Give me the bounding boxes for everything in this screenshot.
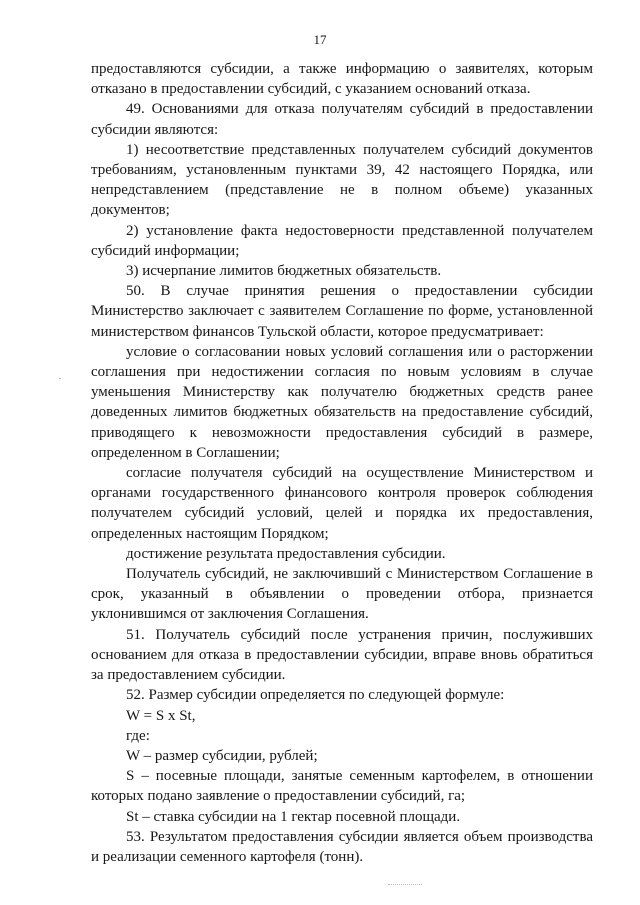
clause-50-condition-3: достижение результата предоставления субсидии.: [126, 545, 446, 562]
paragraph-continuation: предоставляются субсидии, а также информацию о заявителях, которым отказано в предоставлении субсидий, с указанием оснований отказа.: [91, 61, 593, 98]
clause-49-item-3: 3) исчерпание лимитов бюджетных обязательств.: [126, 263, 442, 280]
clause-50-refusal: Получатель субсидий, не заключивший с Министерством Соглашение в срок, указанный в объявлении о проведении отбора, признается уклонившимся от заключения Соглашения.: [91, 566, 593, 623]
clause-50-condition-1: условие о согласовании новых условий соглашения или о расторжении соглашения при недостижении согласия по новым условиям в случае уменьшения Министерству как получателю бюджетных средств ранее доведенных лимитов бюджетных обязательств на предоставление субсидий, приводящего к невозможности предоставления субсидий в размере, определенном в Соглашении;: [91, 343, 593, 461]
page-number: 17: [313, 32, 327, 47]
formula-var-s: S – посевные площади, занятые семенным картофелем, в отношении которых подано заявление о предоставлении субсидий, га;: [91, 768, 593, 805]
scan-artifact: ·: [58, 373, 62, 385]
formula-where: где:: [126, 727, 150, 744]
clause-49: 49. Основаниями для отказа получателям субсидий в предоставлении субсидии являются:: [91, 101, 593, 138]
clause-50-condition-2: согласие получателя субсидий на осуществление Министерством и органами государственного финансового контроля проверок соблюдения получателем субсидий условий, целей и порядка их предоставления, определенных настоящим Порядком;: [91, 465, 593, 542]
clause-51: 51. Получатель субсидий после устранения причин, послуживших основанием для отказа в предоставлении субсидии, вправе вновь обратиться за предоставлением субсидии.: [91, 626, 593, 684]
formula-var-w: W – размер субсидии, рублей;: [126, 747, 318, 764]
clause-49-item-2: 2) установление факта недостоверности представленной получателем субсидий информации;: [91, 222, 593, 259]
clause-52: 52. Размер субсидии определяется по следующей формуле:: [126, 687, 505, 704]
clause-50: 50. В случае принятия решения о предоставлении субсидии Министерство заключает с заявителем Соглашение по форме, установленной министерством финансов Тульской области, которое предусматривает:: [91, 283, 593, 340]
formula-var-st: St – ставка субсидии на 1 гектар посевной площади.: [126, 808, 461, 825]
clause-49-item-1: 1) несоответствие представленных получателем субсидий документов требованиям, установленным пунктами 39, 42 настоящего Порядка, или непредставлением (представление не в полном объеме) указанных документов;: [91, 141, 593, 219]
formula: W = S x St,: [126, 707, 196, 724]
footer-mark: [388, 884, 422, 885]
clause-53: 53. Результатом предоставления субсидии является объем производства и реализации семенного картофеля (тонн).: [91, 828, 593, 865]
document-body: [91, 59, 593, 867]
